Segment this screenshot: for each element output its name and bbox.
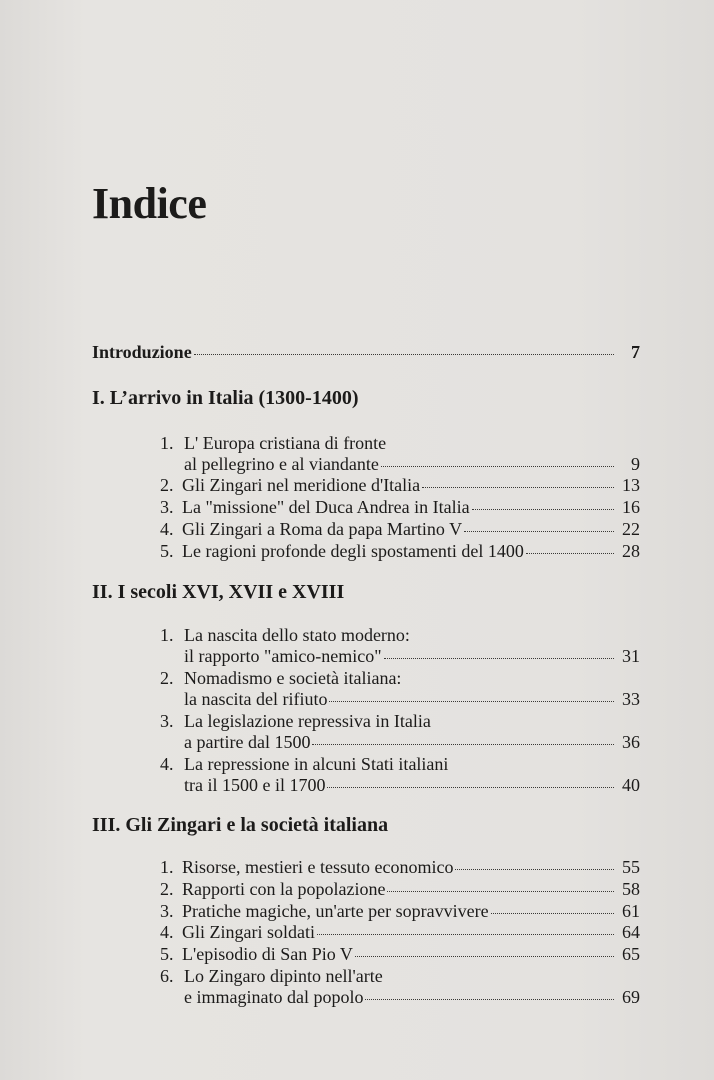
part-heading: I. L’arrivo in Italia (1300-1400) xyxy=(92,387,359,409)
entry-label: Gli Zingari soldati xyxy=(182,922,315,942)
dot-leader xyxy=(491,913,614,914)
entry-page-number: 65 xyxy=(622,944,640,964)
entry-page-number: 55 xyxy=(622,857,640,877)
entry-page-number: 58 xyxy=(622,879,640,899)
entry-label: Le ragioni profonde degli spostamenti del 1400 xyxy=(182,541,524,561)
entry-page-number: 13 xyxy=(622,475,640,495)
entry-page-number: 9 xyxy=(631,454,640,474)
entry-page-number: 33 xyxy=(622,689,640,709)
dot-leader xyxy=(384,658,614,659)
entry-label-line1: La nascita dello stato moderno: xyxy=(184,625,410,645)
entry-number: 5. xyxy=(160,944,174,964)
dot-leader xyxy=(472,509,614,510)
entry-number: 6. xyxy=(160,966,174,986)
toc-entry xyxy=(184,774,640,796)
dot-leader xyxy=(194,354,614,355)
entry-number: 2. xyxy=(160,475,174,495)
toc-entry xyxy=(160,540,640,562)
entry-number: 1. xyxy=(160,857,174,877)
entry-number: 4. xyxy=(160,519,174,539)
toc-entry xyxy=(160,921,640,943)
toc-entry xyxy=(160,474,640,496)
part-heading: III. Gli Zingari e la società italiana xyxy=(92,814,389,836)
entry-label-line2: il rapporto "amico-nemico" xyxy=(184,646,382,666)
toc-entry xyxy=(160,878,640,900)
entry-page-number: 22 xyxy=(622,519,640,539)
toc-entry xyxy=(184,645,640,667)
entry-label-line2: e immaginato dal popolo xyxy=(184,987,364,1007)
toc-entry xyxy=(160,856,640,878)
entry-label: L'episodio di San Pio V xyxy=(182,944,353,964)
entry-page-number: 7 xyxy=(631,342,640,362)
entry-label: Gli Zingari nel meridione d'Italia xyxy=(182,475,421,495)
entry-page-number: 61 xyxy=(622,901,640,921)
entry-number: 4. xyxy=(160,922,174,942)
entry-label-line1: La legislazione repressiva in Italia xyxy=(184,711,431,731)
dot-leader xyxy=(317,934,614,935)
toc-entry xyxy=(184,688,640,710)
dot-leader xyxy=(387,891,614,892)
entry-label-line2: a partire dal 1500 xyxy=(184,732,311,752)
toc-entry xyxy=(184,986,640,1008)
entry-number: 3. xyxy=(160,901,174,921)
toc-entry xyxy=(160,496,640,518)
entry-number: 2. xyxy=(160,668,174,688)
entry-page-number: 36 xyxy=(622,732,640,752)
entry-label: La "missione" del Duca Andrea in Italia xyxy=(182,497,470,517)
dot-leader xyxy=(329,701,614,702)
entry-page-number: 40 xyxy=(622,775,640,795)
entry-label-line2: al pellegrino e al viandante xyxy=(184,454,379,474)
entry-number: 3. xyxy=(160,711,174,731)
entry-number: 1. xyxy=(160,433,174,453)
entry-page-number: 31 xyxy=(622,646,640,666)
entry-number: 5. xyxy=(160,541,174,561)
entry-label: Introduzione xyxy=(92,342,192,362)
entry-label-line2: tra il 1500 e il 1700 xyxy=(184,775,326,795)
dot-leader xyxy=(455,869,614,870)
entry-number: 2. xyxy=(160,879,174,899)
entry-label-line2: la nascita del rifiuto xyxy=(184,689,328,709)
entry-page-number: 28 xyxy=(622,541,640,561)
page-title: Indice xyxy=(92,179,207,228)
dot-leader xyxy=(365,999,614,1000)
dot-leader xyxy=(312,744,614,745)
toc-entry xyxy=(160,900,640,922)
entry-label: Rapporti con la popolazione xyxy=(182,879,386,899)
toc-entry xyxy=(184,453,640,475)
dot-leader xyxy=(422,487,614,488)
entry-label-line1: Nomadismo e società italiana: xyxy=(184,668,402,688)
entry-page-number: 64 xyxy=(622,922,640,942)
entry-page-number: 69 xyxy=(622,987,640,1007)
entry-label: Pratiche magiche, un'arte per sopravvivere xyxy=(182,901,489,921)
dot-leader xyxy=(526,553,614,554)
dot-leader xyxy=(464,531,614,532)
entry-label-line1: La repressione in alcuni Stati italiani xyxy=(184,754,449,774)
dot-leader xyxy=(327,787,614,788)
dot-leader xyxy=(381,466,614,467)
entry-label-line1: L' Europa cristiana di fronte xyxy=(184,433,387,453)
entry-number: 1. xyxy=(160,625,174,645)
entry-label: Gli Zingari a Roma da papa Martino V xyxy=(182,519,463,539)
entry-label: Risorse, mestieri e tessuto economico xyxy=(182,857,454,877)
toc-entry xyxy=(160,518,640,540)
entry-number: 4. xyxy=(160,754,174,774)
toc-entry xyxy=(184,731,640,753)
toc-entry xyxy=(160,943,640,965)
entry-label-line1: Lo Zingaro dipinto nell'arte xyxy=(184,966,383,986)
entry-page-number: 16 xyxy=(622,497,640,517)
part-heading: II. I secoli XVI, XVII e XVIII xyxy=(92,581,345,603)
toc-entry-introduction xyxy=(92,341,640,363)
dot-leader xyxy=(355,956,614,957)
entry-number: 3. xyxy=(160,497,174,517)
